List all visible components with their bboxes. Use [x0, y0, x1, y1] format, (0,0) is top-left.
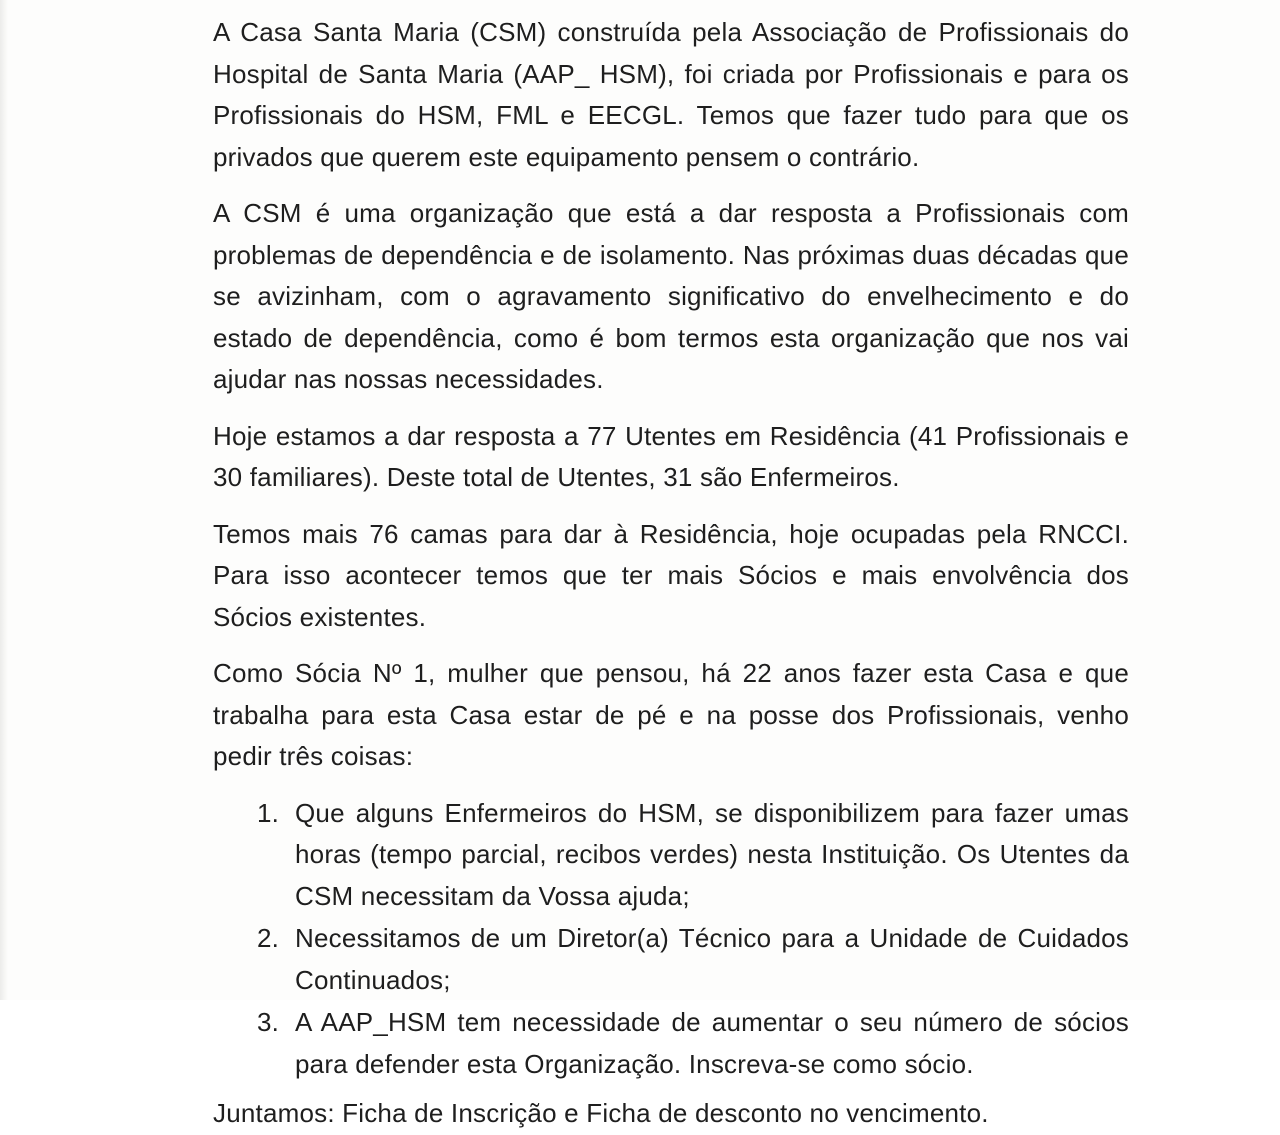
paragraph-camas-rncci: Temos mais 76 camas para dar à Residência, hoje ocupadas pela RNCCI. Para isso acontecer temos que ter mais Sócios e mais envolvência dos Sócios existentes. [213, 518, 1129, 632]
paragraph-intro-csm: A Casa Santa Maria (CSM) construída pela Associação de Profissionais do Hospital de Santa Maria (AAP_ HSM), foi criada por Profissionais e para os Profissionais do HSM, FML e EECGL. Temos que fazer tudo para que os privados que querem este equipamento pensem o contrário. [213, 17, 1129, 172]
list-item-text: A AAP_HSM tem necessidade de aumentar o seu número de sócios para defender esta Organização. Inscreva-se como sócio. [295, 1007, 1129, 1079]
paragraph-csm-mission: A CSM é uma organização que está a dar resposta a Profissionais com problemas de dependência e de isolamento. Nas próximas duas décadas que se avizinham, com o agravamento significativo do envelhecimento e do estado de dependência, como é bom termos esta organização que nos vai ajudar nas nossas necessidades. [213, 198, 1129, 394]
paragraph-socia-pedido: Como Sócia Nº 1, mulher que pensou, há 22 anos fazer esta Casa e que trabalha para esta Casa estar de pé e na posse dos Profissionais, venho pedir três coisas: [213, 658, 1129, 771]
letter-body [213, 12, 1129, 1135]
list-item-enfermeiros [213, 793, 1129, 918]
list-item-aumentar-socios [213, 1002, 1129, 1085]
closing-line-anexos: Juntamos: Ficha de Inscrição e Ficha de desconto no vencimento. [213, 1098, 989, 1128]
scan-edge-shadow [0, 0, 8, 1000]
list-item-text: Que alguns Enfermeiros do HSM, se disponibilizem para fazer umas horas (tempo parcial, recibos verdes) nesta Instituição. Os Utentes da CSM necessitam da Vossa ajuda; [295, 797, 1129, 911]
list-item-diretor-tecnico [213, 918, 1129, 1001]
list-item-number: 2. [257, 923, 280, 953]
numbered-request-list [213, 793, 1129, 1086]
list-item-number: 3. [257, 1007, 280, 1037]
paragraph-utentes-numbers: Hoje estamos a dar resposta a 77 Utentes em Residência (41 Profissionais e 30 familiares). Deste total de Utentes, 31 são Enfermeiros. [213, 420, 1129, 492]
list-item-number: 1. [257, 797, 280, 828]
list-item-text: Necessitamos de um Diretor(a) Técnico para a Unidade de Cuidados Continuados; [295, 923, 1129, 995]
